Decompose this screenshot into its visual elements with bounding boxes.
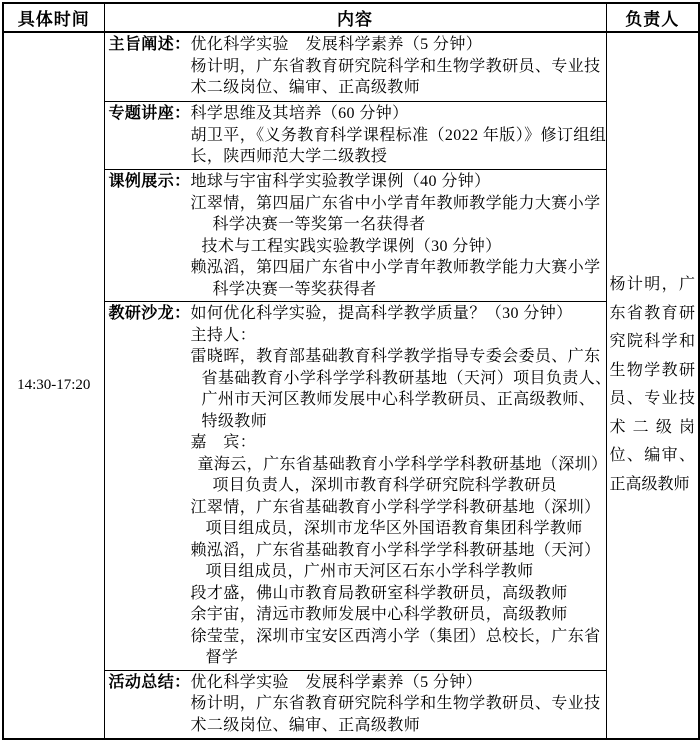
content-line: 主持人： [190, 326, 257, 344]
content-line [109, 103, 604, 125]
content-line: 特级教师 [201, 412, 268, 430]
section-lesson-demo [104, 170, 606, 302]
content-line: 广州市天河区教师发展中心科学教研员、正高级教师、 [201, 391, 596, 408]
content-line: 江翠情，广东省基础教育小学科学学科教研基地（深圳） [190, 498, 601, 516]
schedule-table [2, 2, 700, 740]
section-label: 课例展示： [108, 173, 191, 190]
content-line: 嘉 宾： [190, 434, 257, 451]
content-line: 术二级岗位、编审、正高级教师 [190, 716, 421, 734]
content-line: 科学决赛一等奖第一名获得者 [212, 216, 426, 233]
content-line: 段才盛，佛山市教育局教研室科学教研员，高级教师 [190, 584, 568, 602]
content-line: 赖泓滔，广东省基础教育小学科学学科教研基地（天河） [190, 541, 601, 559]
content-line: 杨计明，广东省教育研究院科学和生物学教研员、专业技 [190, 57, 601, 75]
content-line: 技术与工程实践实验教学课例（30 分钟） [201, 237, 502, 255]
content-line: 余宇宙，清远市教师发展中心科学教研员，高级教师 [190, 606, 568, 623]
content-line: 江翠情，第四届广东省中小学青年教师教学能力大赛小学 [190, 194, 601, 212]
content-line [109, 34, 604, 56]
table-row [3, 170, 699, 302]
content-line: 雷晓晖，教育部基础教育科学教学指导专委会委员、广东 [190, 348, 601, 365]
content-line: 项目负责人，深圳市教育科学研究院科学教研员 [212, 477, 557, 494]
section-title-text: 地球与宇宙科学实验教学课例（40 分钟） [190, 173, 491, 190]
section-title-text: 如何优化科学实验，提高科学教学质量？（30 分钟） [190, 305, 573, 322]
content-line: 胡卫平，《义务教育科学课程标准（2022 年版）》修订组组 [190, 126, 607, 144]
section-label: 教研沙龙： [108, 305, 191, 322]
content-line: 术二级岗位、编审、正高级教师 [190, 79, 421, 96]
table-row [3, 32, 699, 102]
section-summary [104, 670, 606, 739]
table-body [3, 32, 699, 739]
section-lecture [104, 102, 606, 170]
table-row [3, 670, 699, 739]
content-line: 省基础教育小学科学学科教研基地（天河）项目负责人、 [201, 369, 612, 387]
section-title-text: 优化科学实验 发展科学素养（5 分钟） [190, 36, 483, 53]
section-title-text: 科学思维及其培养（60 分钟） [190, 105, 409, 122]
content-line: 童海云，广东省基础教育小学科学学科教研基地（深圳） [197, 455, 608, 473]
content-line [109, 303, 604, 325]
table-row [3, 102, 699, 170]
content-line: 长，陕西师范大学二级教授 [190, 148, 388, 165]
content-line: 督学 [205, 649, 239, 666]
section-title-text: 优化科学实验 发展科学素养（5 分钟） [190, 673, 483, 691]
content-line: 项目组成员，广州市天河区石东小学科学教师 [205, 563, 534, 580]
content-line: 杨计明，广东省教育研究院科学和生物学教研员、专业技 [190, 695, 601, 712]
header-row [3, 3, 699, 32]
header-owner: 负责人 [606, 3, 699, 32]
header-content: 内容 [104, 3, 606, 32]
content-line [109, 171, 604, 193]
time-cell: 14:30-17:20 [3, 32, 104, 739]
content-line [109, 672, 604, 694]
content-line: 徐莹莹，深圳市宝安区西湾小学（集团）总校长，广东省 [190, 627, 601, 645]
section-label: 主旨阐述： [108, 36, 191, 53]
table-row [3, 302, 699, 671]
header-time: 具体时间 [3, 3, 104, 32]
section-keynote [104, 32, 606, 102]
content-line: 科学决赛一等奖获得者 [212, 280, 377, 298]
section-label: 专题讲座： [108, 105, 191, 122]
content-line: 项目组成员，深圳市龙华区外国语教育集团科学教师 [205, 520, 583, 537]
section-label: 活动总结： [108, 673, 191, 691]
section-salon [104, 302, 612, 671]
owner-cell: 杨计明，广东省教育研究院科学和生物学教研员、专业技术二级岗位、编审、正高级教师 [606, 32, 699, 739]
content-line: 赖泓滔，第四届广东省中小学青年教师教学能力大赛小学 [190, 259, 601, 276]
